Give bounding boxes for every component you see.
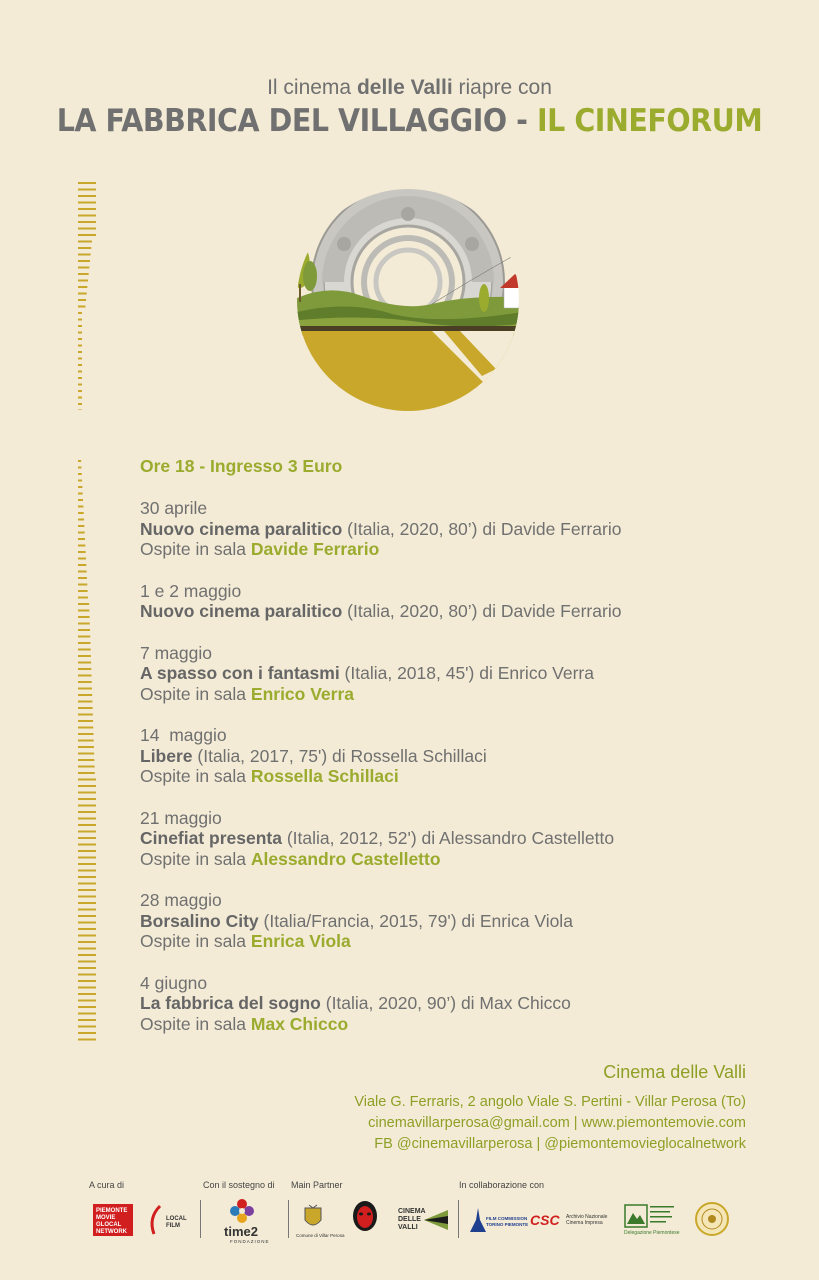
event-film-line	[140, 911, 760, 932]
comune-crest-icon	[303, 1204, 323, 1230]
film-strip-dash	[78, 935, 96, 937]
film-strip-dash	[78, 941, 96, 943]
film-strip-dash	[78, 519, 84, 521]
film-strip-dash	[78, 753, 94, 755]
event-film-line	[140, 828, 760, 849]
guest-prefix: Ospite in sala	[140, 931, 251, 951]
film-strip-dash	[78, 473, 82, 475]
header-intro	[0, 76, 819, 100]
film-strip-dash	[78, 577, 87, 579]
theatre-mask-icon	[350, 1200, 380, 1236]
film-strip-dash	[78, 202, 96, 204]
film-strip-dash	[78, 260, 90, 262]
film-strip-dash	[78, 798, 96, 800]
event-date: 7 maggio	[140, 642, 212, 663]
archivio-line-1: Archivio Nazionale	[566, 1214, 608, 1220]
guest-name: Davide Ferrario	[250, 539, 380, 559]
film-strip-dash	[78, 824, 96, 826]
archivio-label	[566, 1214, 607, 1226]
event-date: 4 giugno	[140, 972, 208, 993]
film-strip-dash	[78, 338, 82, 340]
film-strip-dash	[78, 280, 88, 282]
film-strip-dash	[78, 234, 96, 236]
divider	[200, 1200, 201, 1238]
film-details: (Italia, 2017, 75') di Rossella Schillaci	[192, 745, 487, 766]
film-strip-dash	[78, 720, 93, 722]
film-strip-dash	[78, 863, 96, 865]
archivio-line-2: Cinema Impresa	[566, 1220, 603, 1226]
film-strip-dash	[78, 818, 96, 820]
film-strip-dash	[78, 584, 87, 586]
film-strip-dash	[78, 844, 96, 846]
event-item	[140, 808, 760, 870]
round-seal-icon	[695, 1202, 729, 1236]
film-strip-dash	[78, 208, 96, 210]
film-strip-dash	[78, 480, 82, 482]
venue-social: FB @cinemavillarperosa | @piemontemovieglocalnetwork	[374, 1136, 746, 1152]
film-strip-dash	[78, 1006, 96, 1008]
film-strip-dash	[78, 772, 95, 774]
venue-name: Cinema delle Valli	[603, 1062, 746, 1082]
event-date: 1 e 2 maggio	[140, 580, 242, 601]
guest-name: Max Chicco	[250, 1013, 349, 1034]
film-strip-dash	[78, 759, 94, 761]
film-strip-dash	[78, 915, 96, 917]
film-strip-dash	[78, 460, 81, 462]
event-item	[140, 725, 760, 787]
film-strip-dash	[78, 247, 91, 249]
film-strip-dash	[78, 512, 84, 514]
film-strip-dash	[78, 883, 96, 885]
film-strip-dash	[78, 358, 82, 360]
film-strip-dash	[78, 922, 96, 924]
film-strip-dash	[78, 1019, 96, 1021]
guest-prefix: Ospite in sala	[140, 766, 251, 786]
film-strip-dash	[78, 675, 92, 677]
lf-line-2: FILM	[166, 1223, 180, 1229]
film-strip-dash	[78, 909, 96, 911]
event-guest-line	[140, 684, 760, 705]
film-strip-dash	[78, 345, 82, 347]
unione-text-lines-icon	[650, 1204, 676, 1228]
film-strip-dash	[78, 714, 93, 716]
film-strip-dash	[78, 928, 96, 930]
film-strip-dash	[78, 662, 91, 664]
film-strip-dash	[78, 319, 82, 321]
time2-logo: time2	[224, 1224, 258, 1239]
pm-line-4: NETWORK	[96, 1229, 127, 1235]
support-label: Con il sostegno di	[203, 1180, 275, 1190]
film-title: Cinefiat presenta	[140, 828, 282, 848]
film-strip-dash	[78, 805, 96, 807]
event-film-line	[140, 519, 760, 540]
lf-line-1: LOCAL	[166, 1216, 187, 1222]
guest-name: Enrica Viola	[250, 931, 351, 951]
film-strip-dash	[78, 857, 96, 859]
guest-name: Rossella Schillaci	[250, 766, 399, 786]
film-strip-dash	[78, 740, 94, 742]
film-details: (Italia, 2020, 90’) di Max Chicco	[320, 993, 571, 1013]
guest-prefix: Ospite in sala	[140, 1013, 251, 1034]
film-strip-dash	[78, 629, 90, 631]
venue-info	[354, 1062, 746, 1155]
venue-address: Viale G. Ferraris, 2 angolo Viale S. Pertini - Villar Perosa (To)	[354, 1094, 746, 1110]
page-title	[33, 103, 786, 139]
film-strip-dash	[78, 727, 93, 729]
film-strip-dash	[78, 325, 82, 327]
film-strip-dash	[78, 254, 91, 256]
film-strip-dash	[78, 603, 89, 605]
film-strip-dash	[78, 189, 96, 191]
film-strip-dash	[78, 351, 82, 353]
film-strip-dash	[78, 642, 90, 644]
time2-sub: FONDAZIONE	[230, 1239, 270, 1244]
guest-name: Alessandro Castelletto	[250, 848, 441, 869]
film-title: Nuovo cinema paralitico	[140, 518, 343, 539]
film-strip-dash	[78, 993, 96, 995]
sponsor-footer	[0, 1180, 819, 1260]
guest-name: Enrico Verra	[250, 683, 355, 704]
film-strip-dash	[78, 694, 92, 696]
unione-label: Delegazione Piemontese	[624, 1230, 680, 1236]
event-guest-line	[140, 1014, 760, 1035]
film-title: Nuovo cinema paralitico	[140, 601, 343, 621]
film-strip-dash	[78, 597, 88, 599]
film-strip-dash	[78, 889, 96, 891]
film-strip-dash	[78, 525, 84, 527]
event-date: 21 maggio	[140, 807, 222, 828]
venue-contacts: cinemavillarperosa@gmail.com | www.piemontemovie.com	[368, 1115, 746, 1131]
film-strip-dash	[78, 655, 91, 657]
film-strip-dash	[78, 228, 96, 230]
screening-schedule	[140, 456, 760, 1055]
curated-label: A cura di	[89, 1180, 125, 1190]
film-strip-dash	[78, 293, 87, 295]
film-details: (Italia, 2020, 80’) di Davide Ferrario	[342, 601, 622, 621]
film-strip-dash	[78, 870, 96, 872]
film-strip-bottom	[78, 458, 98, 1042]
partner-label: Main Partner	[291, 1180, 343, 1190]
film-strip-dash	[78, 538, 85, 540]
time2-flower-icon	[229, 1198, 255, 1224]
cv-line-3: VALLI	[398, 1224, 418, 1231]
event-item	[140, 643, 760, 705]
film-title: Borsalino City	[140, 910, 259, 931]
film-strip-dash	[78, 545, 85, 547]
film-strip-dash	[78, 215, 96, 217]
fc-line-2: TORINO PIEMONTE	[486, 1222, 529, 1227]
film-strip-dash	[78, 779, 96, 781]
event-item	[140, 973, 760, 1035]
intro-bold: delle Valli	[356, 76, 453, 99]
film-strip-dash	[78, 636, 90, 638]
cinema-valli-mark-icon	[424, 1208, 448, 1232]
film-strip-dash	[78, 364, 82, 366]
event-guest-line	[140, 539, 760, 560]
film-strip-top	[78, 180, 98, 410]
film-title: Libere	[140, 745, 193, 766]
film-strip-dash	[78, 312, 82, 314]
film-strip-dash	[78, 286, 87, 288]
divider	[458, 1200, 459, 1238]
cinema-valli-logo	[398, 1208, 426, 1232]
film-strip-dash	[78, 267, 89, 269]
film-strip-dash	[78, 961, 96, 963]
film-title: A spasso con i fantasmi	[140, 663, 340, 683]
film-strip-dash	[78, 590, 88, 592]
film-strip-dash	[78, 668, 91, 670]
film-strip-dash	[78, 785, 96, 787]
film-strip-dash	[78, 506, 83, 508]
film-strip-dash	[78, 384, 82, 386]
event-item	[140, 581, 760, 622]
film-details: (Italia, 2020, 80’) di Davide Ferrario	[342, 518, 622, 539]
film-strip-dash	[78, 974, 96, 976]
film-strip-dash	[78, 616, 90, 618]
film-strip-dash	[78, 746, 94, 748]
film-strip-dash	[78, 332, 82, 334]
divider	[288, 1200, 289, 1238]
film-strip-dash	[78, 701, 92, 703]
event-film-line	[140, 601, 760, 622]
film-strip-dash	[78, 532, 85, 534]
csc-logo: CSC	[530, 1212, 560, 1228]
event-item	[140, 498, 760, 560]
film-strip-dash	[78, 299, 86, 301]
cinema-emblem-illustration	[282, 186, 534, 414]
film-strip-dash	[78, 1039, 96, 1041]
local-film-text	[166, 1216, 187, 1230]
film-strip-dash	[78, 564, 86, 566]
film-details: (Italia, 2012, 52') di Alessandro Castelletto	[281, 828, 615, 848]
piemonte-movie-logo	[93, 1204, 133, 1236]
schedule-intro: Ore 18 - Ingresso 3 Euro	[140, 456, 343, 476]
collab-label: In collaborazione con	[459, 1180, 545, 1190]
film-strip-dash	[78, 649, 91, 651]
film-strip-dash	[78, 493, 83, 495]
event-date: 28 maggio	[140, 890, 222, 910]
event-guest-line	[140, 849, 760, 870]
guest-prefix: Ospite in sala	[140, 539, 251, 559]
film-strip-dash	[78, 850, 96, 852]
film-strip-dash	[78, 558, 86, 560]
film-strip-dash	[78, 967, 96, 969]
film-strip-dash	[78, 571, 87, 573]
comune-label: Comune di Villar Perosa	[296, 1233, 345, 1238]
film-strip-dash	[78, 377, 82, 379]
film-title: La fabbrica del sogno	[140, 993, 321, 1013]
film-strip-dash	[78, 182, 96, 184]
fc-line-1: FILM COMMISSION	[486, 1216, 528, 1221]
film-strip-dash	[78, 902, 96, 904]
film-commission-logo	[486, 1216, 528, 1228]
film-strip-dash	[78, 397, 82, 399]
pm-line-1: PIEMONTE	[96, 1208, 128, 1214]
cv-line-1: CINEMA	[398, 1208, 426, 1215]
film-strip-dash	[78, 221, 96, 223]
event-guest-line	[140, 766, 760, 787]
event-film-line	[140, 746, 760, 767]
film-strip-dash	[78, 896, 96, 898]
event-film-line	[140, 993, 760, 1014]
film-strip-dash	[78, 403, 82, 405]
film-strip-dash	[78, 954, 96, 956]
film-strip-dash	[78, 980, 96, 982]
intro-suffix: riapre con	[452, 76, 552, 99]
film-strip-dash	[78, 681, 92, 683]
film-strip-dash	[78, 792, 96, 794]
film-strip-dash	[78, 467, 81, 469]
event-date: 30 aprile	[140, 498, 208, 518]
film-strip-dash	[78, 766, 95, 768]
film-strip-dash	[78, 876, 96, 878]
cv-line-2: DELLE	[398, 1216, 421, 1223]
film-strip-dash	[78, 499, 83, 501]
film-strip-dash	[78, 390, 82, 392]
film-details: (Italia/Francia, 2015, 79') di Enrica Viola	[258, 910, 573, 931]
pm-line-3: GLOCAL	[96, 1222, 122, 1228]
film-strip-dash	[78, 948, 96, 950]
event-film-line	[140, 663, 760, 684]
film-strip-dash	[78, 410, 82, 411]
title-main: LA FABBRICA DEL VILLAGGIO -	[56, 103, 537, 139]
event-guest-line	[140, 931, 760, 952]
guest-prefix: Ospite in sala	[140, 683, 251, 704]
guest-prefix: Ospite in sala	[140, 848, 251, 869]
film-strip-dash	[78, 987, 96, 989]
film-strip-dash	[78, 371, 82, 373]
film-strip-dash	[78, 733, 94, 735]
film-strip-dash	[78, 241, 92, 243]
title-accent: IL CINEFORUM	[536, 103, 763, 139]
film-strip-dash	[78, 486, 82, 488]
film-strip-dash	[78, 707, 93, 709]
film-details: (Italia, 2018, 45') di Enrico Verra	[339, 663, 594, 683]
film-strip-dash	[78, 623, 90, 625]
film-strip-dash	[78, 610, 89, 612]
film-strip-dash	[78, 195, 96, 197]
film-strip-dash	[78, 1032, 96, 1034]
film-strip-dash	[78, 837, 96, 839]
film-strip-dash	[78, 831, 96, 833]
film-strip-dash	[78, 306, 85, 308]
film-strip-dash	[78, 1000, 96, 1002]
film-strip-dash	[78, 273, 89, 275]
film-strip-dash	[78, 1013, 96, 1015]
film-strip-dash	[78, 688, 92, 690]
pm-line-2: MOVIE	[96, 1215, 116, 1221]
film-strip-dash	[78, 1026, 96, 1028]
film-commission-icon	[468, 1206, 488, 1236]
film-strip-dash	[78, 551, 86, 553]
film-strip-dash	[78, 811, 96, 813]
intro-prefix: Il cinema	[267, 76, 357, 99]
event-item	[140, 890, 760, 952]
event-date: 14 maggio	[140, 725, 227, 745]
unione-crest-icon	[624, 1204, 648, 1228]
